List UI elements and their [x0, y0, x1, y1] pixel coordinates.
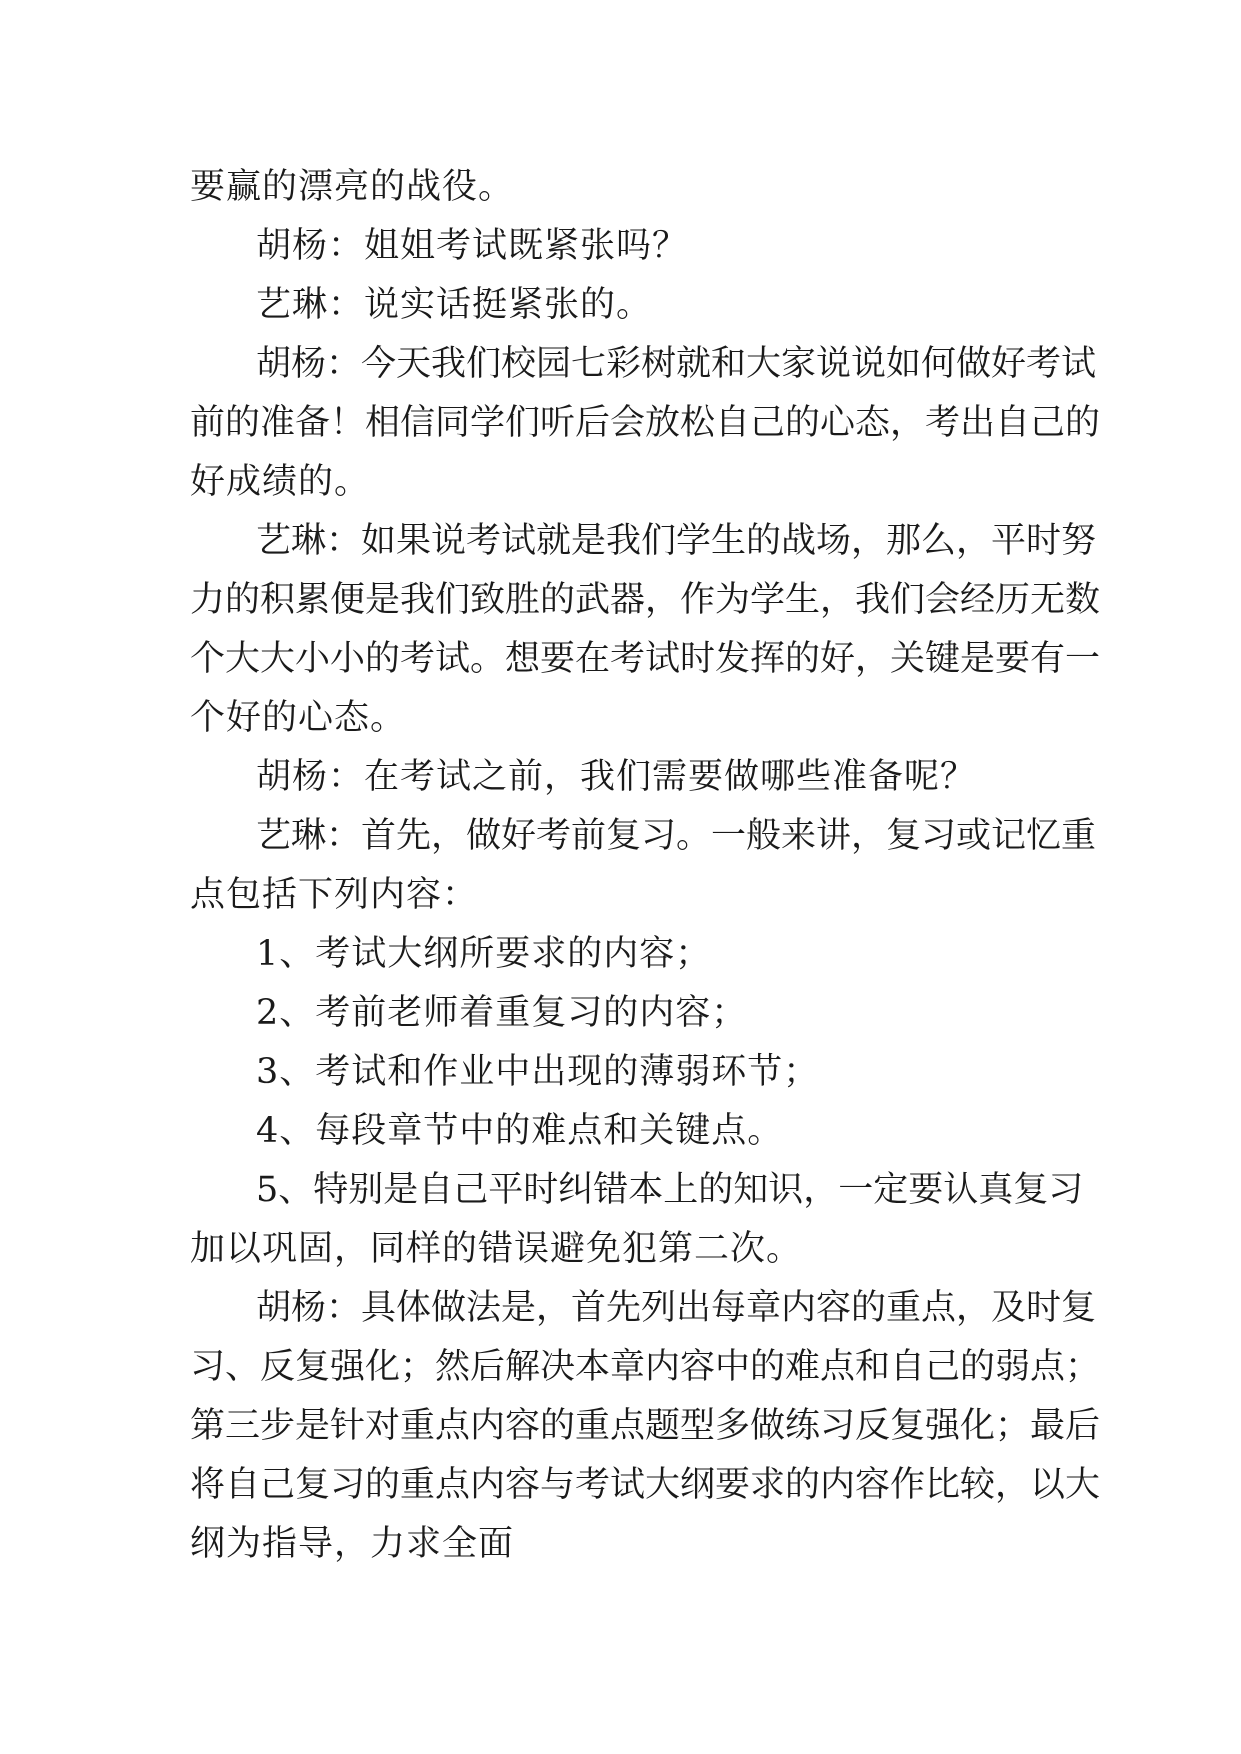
- text-line: 艺琳：说实话挺紧张的。: [256, 285, 653, 325]
- text-line: 点包括下列内容：: [190, 875, 479, 915]
- text-line: 前的准备！相信同学们听后会放松自己的心态，考出自己的: [190, 403, 1101, 443]
- text-line: 胡杨：在考试之前，我们需要做哪些准备呢？: [256, 757, 977, 797]
- list-item: 1、考试大纲所要求的内容；: [256, 934, 712, 974]
- text-line: 胡杨：姐姐考试既紧张吗？: [256, 226, 689, 266]
- text-line: 胡杨：具体做法是，首先列出每章内容的重点，及时复: [256, 1288, 1097, 1328]
- list-item: 3、考试和作业中出现的薄弱环节；: [256, 1052, 820, 1092]
- text-line: 加以巩固，同样的错误避免犯第二次。: [190, 1229, 803, 1269]
- text-line: 将自己复习的重点内容与考试大纲要求的内容作比较，以大: [190, 1465, 1101, 1505]
- list-item: 5、特别是自己平时纠错本上的知识，一定要认真复习: [256, 1170, 1084, 1210]
- text-line: 艺琳：如果说考试就是我们学生的战场，那么，平时努: [256, 521, 1097, 561]
- text-line: 艺琳：首先，做好考前复习。一般来讲，复习或记忆重: [256, 816, 1097, 856]
- text-line: 个好的心态。: [190, 698, 407, 738]
- text-line: 胡杨：今天我们校园七彩树就和大家说说如何做好考试: [256, 344, 1097, 384]
- text-line: 第三步是针对重点内容的重点题型多做练习反复强化；最后: [190, 1406, 1101, 1446]
- text-line: 个大大小小的考试。想要在考试时发挥的好，关键是要有一: [190, 639, 1101, 679]
- text-line: 力的积累便是我们致胜的武器，作为学生，我们会经历无数: [190, 580, 1101, 620]
- text-line: 习、反复强化；然后解决本章内容中的难点和自己的弱点；: [190, 1347, 1101, 1387]
- list-item: 2、考前老师着重复习的内容；: [256, 993, 748, 1033]
- text-line: 纲为指导，力求全面: [190, 1524, 515, 1564]
- text-line: 好成绩的。: [190, 462, 371, 502]
- list-item: 4、每段章节中的难点和关键点。: [256, 1111, 784, 1151]
- text-line: 要赢的漂亮的战役。: [190, 167, 515, 207]
- body-text: [190, 158, 1101, 1574]
